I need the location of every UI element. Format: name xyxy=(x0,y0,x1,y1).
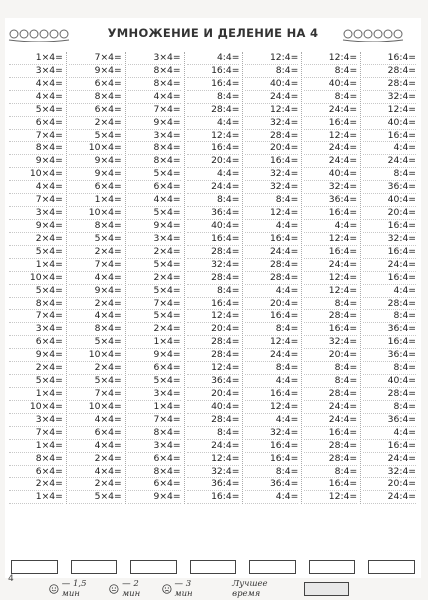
answer-box-2[interactable] xyxy=(71,560,118,574)
problem-item: 8:4= xyxy=(304,65,357,78)
problem-item: 5×4= xyxy=(128,207,181,220)
problem-item: 12:4= xyxy=(304,272,357,285)
problem-item: 6×4= xyxy=(69,181,122,194)
problem-item: 28:4= xyxy=(245,130,298,143)
problem-item: 24:4= xyxy=(304,104,357,117)
problem-item: 3×4= xyxy=(9,65,63,78)
problem-column-3 xyxy=(125,52,184,504)
problem-item: 6×4= xyxy=(9,336,63,349)
problem-item: 8×4= xyxy=(9,298,63,311)
problem-item: 2×4= xyxy=(9,233,63,246)
problem-item: 32:4= xyxy=(245,181,298,194)
problem-item: 20:4= xyxy=(363,478,416,491)
problem-item: 36:4= xyxy=(245,478,298,491)
problem-item: 4×4= xyxy=(69,310,122,323)
problem-item: 9×4= xyxy=(128,491,181,504)
answer-box-3[interactable] xyxy=(130,560,177,574)
problem-item: 3×4= xyxy=(9,207,63,220)
problem-item: 3×4= xyxy=(9,323,63,336)
problem-item: 16:4= xyxy=(304,246,357,259)
problem-item: 4×4= xyxy=(69,466,122,479)
problem-item: 20:4= xyxy=(363,207,416,220)
problem-item: 8:4= xyxy=(304,466,357,479)
problem-item: 28:4= xyxy=(245,259,298,272)
problem-item: 16:4= xyxy=(363,440,416,453)
left-ornament-icon xyxy=(7,26,71,42)
problem-item: 16:4= xyxy=(304,478,357,491)
problem-item: 16:4= xyxy=(245,233,298,246)
problem-item: 2×4= xyxy=(69,298,122,311)
problem-item: 28:4= xyxy=(187,414,240,427)
problem-item: 12:4= xyxy=(363,104,416,117)
problem-item: 6×4= xyxy=(69,427,122,440)
problem-item: 5×4= xyxy=(128,285,181,298)
problem-item: 24:4= xyxy=(304,259,357,272)
problem-item: 36:4= xyxy=(187,375,240,388)
problem-item: 8×4= xyxy=(128,142,181,155)
problem-item: 28:4= xyxy=(304,453,357,466)
problem-item: 12:4= xyxy=(245,401,298,414)
problem-item: 28:4= xyxy=(363,78,416,91)
problem-item: 8×4= xyxy=(69,323,122,336)
answer-boxes xyxy=(11,560,415,574)
problem-item: 24:4= xyxy=(304,155,357,168)
problem-item: 9×4= xyxy=(69,168,122,181)
worksheet-page xyxy=(5,18,421,599)
problem-item: 9×4= xyxy=(69,285,122,298)
problem-item: 16:4= xyxy=(304,207,357,220)
problem-item: 10×4= xyxy=(9,168,63,181)
problem-item: 10×4= xyxy=(69,142,122,155)
problem-item: 4:4= xyxy=(187,52,240,65)
problem-item: 24:4= xyxy=(245,246,298,259)
problem-item: 8:4= xyxy=(304,298,357,311)
problem-item: 40:4= xyxy=(187,220,240,233)
legend-fast: — 1,5 мин xyxy=(61,579,87,599)
problem-item: 3×4= xyxy=(9,414,63,427)
problem-item: 8:4= xyxy=(304,362,357,375)
answer-box-7[interactable] xyxy=(368,560,415,574)
problem-item: 32:4= xyxy=(187,466,240,479)
problem-item: 20:4= xyxy=(245,142,298,155)
problem-item: 28:4= xyxy=(187,349,240,362)
problem-item: 4×4= xyxy=(69,440,122,453)
problem-item: 9×4= xyxy=(9,220,63,233)
problem-item: 36:4= xyxy=(363,349,416,362)
problem-item: 4×4= xyxy=(128,194,181,207)
problem-item: 10×4= xyxy=(9,272,63,285)
answer-box-1[interactable] xyxy=(11,560,58,574)
problem-item: 12:4= xyxy=(245,52,298,65)
problem-item: 9×4= xyxy=(128,220,181,233)
problem-item: 4:4= xyxy=(363,285,416,298)
problem-item: 12:4= xyxy=(304,52,357,65)
problem-item: 7×4= xyxy=(9,427,63,440)
legend-medium: — 2 мин xyxy=(122,579,141,599)
problem-column-2 xyxy=(66,52,125,504)
problem-item: 7×4= xyxy=(69,52,122,65)
problem-item: 4:4= xyxy=(245,220,298,233)
problem-item: 2×4= xyxy=(69,453,122,466)
problem-item: 9×4= xyxy=(128,117,181,130)
problem-item: 3×4= xyxy=(128,52,181,65)
problem-item: 8×4= xyxy=(128,65,181,78)
problem-item: 9×4= xyxy=(128,349,181,362)
problem-item: 3×4= xyxy=(128,233,181,246)
problem-item: 32:4= xyxy=(245,427,298,440)
problem-item: 4:4= xyxy=(304,220,357,233)
problem-item: 6×4= xyxy=(69,104,122,117)
problem-item: 16:4= xyxy=(304,427,357,440)
problem-item: 2×4= xyxy=(69,478,122,491)
problem-item: 1×4= xyxy=(9,259,63,272)
problem-item: 1×4= xyxy=(69,194,122,207)
problem-item: 4:4= xyxy=(187,168,240,181)
problem-item: 20:4= xyxy=(245,298,298,311)
problem-item: 3×4= xyxy=(128,388,181,401)
problem-item: 4:4= xyxy=(245,414,298,427)
problem-item: 8:4= xyxy=(363,310,416,323)
problem-column-6 xyxy=(301,52,360,504)
problem-item: 7×4= xyxy=(69,259,122,272)
problem-item: 8:4= xyxy=(245,194,298,207)
problem-item: 16:4= xyxy=(363,336,416,349)
problem-item: 16:4= xyxy=(363,246,416,259)
problem-item: 8×4= xyxy=(69,91,122,104)
problem-item: 1×4= xyxy=(128,401,181,414)
problem-item: 4:4= xyxy=(245,285,298,298)
happy-face-icon xyxy=(49,584,59,594)
problem-item: 32:4= xyxy=(363,466,416,479)
problem-grid xyxy=(7,52,419,504)
problem-item: 16:4= xyxy=(363,220,416,233)
problem-item: 2×4= xyxy=(69,362,122,375)
problem-column-7 xyxy=(360,52,419,504)
problem-item: 7×4= xyxy=(9,194,63,207)
problem-item: 3×4= xyxy=(128,130,181,143)
problem-item: 12:4= xyxy=(245,207,298,220)
problem-item: 1×4= xyxy=(9,491,63,504)
problem-item: 8:4= xyxy=(363,362,416,375)
problem-item: 8×4= xyxy=(128,155,181,168)
problem-item: 12:4= xyxy=(304,130,357,143)
problem-item: 16:4= xyxy=(187,298,240,311)
problem-item: 1×4= xyxy=(9,440,63,453)
problem-item: 3×4= xyxy=(128,440,181,453)
problem-item: 6×4= xyxy=(128,181,181,194)
problem-item: 5×4= xyxy=(69,336,122,349)
problem-item: 5×4= xyxy=(9,246,63,259)
problem-item: 40:4= xyxy=(187,401,240,414)
problem-item: 7×4= xyxy=(9,130,63,143)
problem-item: 16:4= xyxy=(245,155,298,168)
problem-item: 5×4= xyxy=(69,130,122,143)
problem-column-4 xyxy=(184,52,243,504)
problem-item: 7×4= xyxy=(128,104,181,117)
problem-item: 16:4= xyxy=(245,310,298,323)
problem-item: 36:4= xyxy=(187,207,240,220)
problem-item: 5×4= xyxy=(128,168,181,181)
problem-item: 24:4= xyxy=(187,440,240,453)
problem-item: 5×4= xyxy=(128,259,181,272)
problem-item: 5×4= xyxy=(9,375,63,388)
problem-item: 20:4= xyxy=(187,323,240,336)
problem-item: 24:4= xyxy=(245,349,298,362)
problem-item: 6×4= xyxy=(9,117,63,130)
problem-item: 16:4= xyxy=(363,130,416,143)
best-time-box[interactable] xyxy=(304,582,349,596)
problem-item: 9×4= xyxy=(69,65,122,78)
problem-item: 5×4= xyxy=(128,375,181,388)
problem-item: 16:4= xyxy=(245,440,298,453)
problem-item: 5×4= xyxy=(9,285,63,298)
problem-item: 32:4= xyxy=(187,259,240,272)
problem-item: 28:4= xyxy=(304,440,357,453)
problem-item: 9×4= xyxy=(9,155,63,168)
page-number: 4 xyxy=(8,574,14,584)
problem-item: 32:4= xyxy=(304,181,357,194)
problem-item: 28:4= xyxy=(187,272,240,285)
right-ornament-icon xyxy=(341,26,405,42)
problem-item: 24:4= xyxy=(363,491,416,504)
time-legend xyxy=(49,579,349,599)
problem-item: 40:4= xyxy=(363,117,416,130)
problem-item: 40:4= xyxy=(304,168,357,181)
problem-item: 12:4= xyxy=(304,491,357,504)
problem-item: 5×4= xyxy=(69,375,122,388)
problem-item: 12:4= xyxy=(304,233,357,246)
problem-item: 12:4= xyxy=(245,336,298,349)
problem-item: 40:4= xyxy=(363,194,416,207)
problem-item: 8:4= xyxy=(245,65,298,78)
problem-item: 1×4= xyxy=(9,388,63,401)
problem-item: 8:4= xyxy=(187,194,240,207)
page-title: УМНОЖЕНИЕ И ДЕЛЕНИЕ НА 4 xyxy=(107,26,319,40)
problem-item: 24:4= xyxy=(245,91,298,104)
problem-item: 5×4= xyxy=(69,491,122,504)
problem-item: 10×4= xyxy=(69,401,122,414)
problem-item: 4:4= xyxy=(363,142,416,155)
problem-item: 16:4= xyxy=(245,388,298,401)
answer-box-4[interactable] xyxy=(190,560,237,574)
problem-item: 2×4= xyxy=(69,117,122,130)
problem-item: 6×4= xyxy=(69,78,122,91)
title-row xyxy=(5,22,421,44)
problem-item: 1×4= xyxy=(9,52,63,65)
legend-slow: — 3 мин xyxy=(174,579,193,599)
problem-item: 12:4= xyxy=(187,130,240,143)
problem-item: 4:4= xyxy=(363,427,416,440)
problem-item: 7×4= xyxy=(69,388,122,401)
problem-item: 16:4= xyxy=(245,453,298,466)
problem-item: 24:4= xyxy=(304,414,357,427)
problem-item: 16:4= xyxy=(363,52,416,65)
problem-item: 20:4= xyxy=(187,155,240,168)
problem-item: 32:4= xyxy=(363,233,416,246)
problem-item: 2×4= xyxy=(128,272,181,285)
problem-item: 24:4= xyxy=(363,155,416,168)
problem-item: 4×4= xyxy=(69,272,122,285)
problem-column-1 xyxy=(7,52,66,504)
problem-item: 7×4= xyxy=(128,298,181,311)
problem-item: 6×4= xyxy=(128,362,181,375)
problem-item: 8×4= xyxy=(9,142,63,155)
problem-item: 1×4= xyxy=(128,336,181,349)
problem-item: 12:4= xyxy=(187,362,240,375)
problem-item: 5×4= xyxy=(9,104,63,117)
problem-item: 32:4= xyxy=(245,117,298,130)
problem-item: 8:4= xyxy=(363,401,416,414)
problem-item: 24:4= xyxy=(363,453,416,466)
problem-item: 4×4= xyxy=(9,78,63,91)
problem-item: 2×4= xyxy=(128,246,181,259)
problem-item: 10×4= xyxy=(9,401,63,414)
problem-item: 16:4= xyxy=(304,117,357,130)
problem-item: 16:4= xyxy=(187,491,240,504)
problem-item: 28:4= xyxy=(187,104,240,117)
problem-item: 12:4= xyxy=(187,453,240,466)
problem-item: 6×4= xyxy=(128,453,181,466)
problem-item: 9×4= xyxy=(69,155,122,168)
problem-item: 8×4= xyxy=(69,220,122,233)
problem-item: 8:4= xyxy=(187,285,240,298)
problem-item: 40:4= xyxy=(363,375,416,388)
problem-item: 36:4= xyxy=(304,194,357,207)
problem-item: 4×4= xyxy=(9,181,63,194)
problem-item: 4×4= xyxy=(69,414,122,427)
problem-item: 20:4= xyxy=(187,388,240,401)
problem-item: 7×4= xyxy=(128,414,181,427)
problem-item: 4×4= xyxy=(9,91,63,104)
problem-item: 16:4= xyxy=(304,323,357,336)
problem-item: 8:4= xyxy=(363,168,416,181)
problem-item: 16:4= xyxy=(187,78,240,91)
problem-item: 16:4= xyxy=(187,65,240,78)
problem-item: 4:4= xyxy=(187,117,240,130)
problem-item: 24:4= xyxy=(363,259,416,272)
problem-item: 24:4= xyxy=(304,401,357,414)
problem-item: 10×4= xyxy=(69,207,122,220)
sad-face-icon xyxy=(162,584,172,594)
problem-item: 8×4= xyxy=(128,427,181,440)
problem-item: 16:4= xyxy=(363,272,416,285)
problem-item: 6×4= xyxy=(9,466,63,479)
best-time-label: Лучшее время xyxy=(232,579,268,599)
problem-item: 5×4= xyxy=(69,233,122,246)
problem-item: 24:4= xyxy=(187,181,240,194)
problem-item: 7×4= xyxy=(9,310,63,323)
problem-item: 5×4= xyxy=(128,310,181,323)
problem-item: 8×4= xyxy=(128,466,181,479)
problem-item: 4:4= xyxy=(245,375,298,388)
problem-item: 9×4= xyxy=(9,349,63,362)
problem-item: 8:4= xyxy=(245,362,298,375)
problem-item: 2×4= xyxy=(9,478,63,491)
problem-item: 10×4= xyxy=(69,349,122,362)
problem-item: 28:4= xyxy=(363,388,416,401)
problem-item: 8:4= xyxy=(304,91,357,104)
problem-item: 32:4= xyxy=(363,91,416,104)
problem-item: 2×4= xyxy=(128,323,181,336)
problem-item: 24:4= xyxy=(304,142,357,155)
problem-item: 28:4= xyxy=(245,272,298,285)
problem-item: 16:4= xyxy=(187,233,240,246)
problem-item: 36:4= xyxy=(363,181,416,194)
problem-item: 12:4= xyxy=(304,285,357,298)
problem-item: 32:4= xyxy=(245,168,298,181)
problem-item: 32:4= xyxy=(304,336,357,349)
problem-item: 8:4= xyxy=(245,323,298,336)
answer-box-6[interactable] xyxy=(309,560,356,574)
problem-item: 4×4= xyxy=(128,91,181,104)
problem-item: 12:4= xyxy=(187,310,240,323)
problem-item: 40:4= xyxy=(245,78,298,91)
problem-item: 2×4= xyxy=(69,246,122,259)
problem-item: 16:4= xyxy=(187,142,240,155)
problem-item: 8:4= xyxy=(245,466,298,479)
problem-item: 2×4= xyxy=(9,362,63,375)
problem-item: 28:4= xyxy=(187,246,240,259)
problem-column-5 xyxy=(242,52,301,504)
problem-item: 8:4= xyxy=(187,91,240,104)
answer-box-5[interactable] xyxy=(249,560,296,574)
problem-item: 28:4= xyxy=(363,298,416,311)
problem-item: 8:4= xyxy=(187,427,240,440)
problem-item: 28:4= xyxy=(187,336,240,349)
problem-item: 20:4= xyxy=(304,349,357,362)
problem-item: 28:4= xyxy=(304,310,357,323)
problem-item: 36:4= xyxy=(187,478,240,491)
neutral-face-icon xyxy=(109,584,119,594)
problem-item: 4:4= xyxy=(245,491,298,504)
problem-item: 40:4= xyxy=(304,78,357,91)
problem-item: 12:4= xyxy=(245,104,298,117)
problem-item: 8:4= xyxy=(304,375,357,388)
problem-item: 8×4= xyxy=(9,453,63,466)
problem-item: 36:4= xyxy=(363,323,416,336)
problem-item: 28:4= xyxy=(304,388,357,401)
problem-item: 6×4= xyxy=(128,478,181,491)
problem-item: 36:4= xyxy=(363,414,416,427)
problem-item: 28:4= xyxy=(363,65,416,78)
problem-item: 8×4= xyxy=(128,78,181,91)
